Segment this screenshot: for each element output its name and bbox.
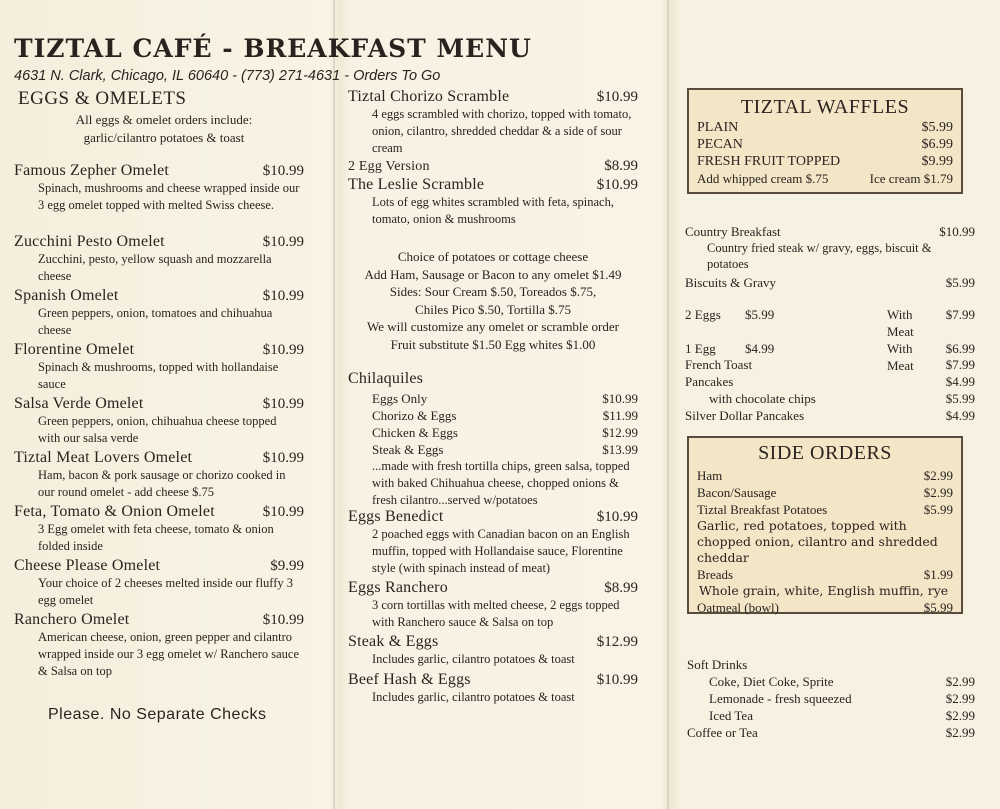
menu-item — [348, 88, 638, 157]
drink-price: $2.99 — [945, 708, 975, 723]
item-price: $10.99 — [262, 234, 304, 250]
item-name: Famous Zepher Omelet — [14, 162, 170, 179]
item-price: $12.99 — [596, 634, 638, 650]
option-label: Steak & Eggs — [372, 442, 444, 457]
drink-name: Coke, Diet Coke, Sprite — [709, 674, 834, 689]
menu-item — [14, 503, 304, 555]
side-price: $2.99 — [923, 468, 953, 483]
intro-line: All eggs & omelet orders include: — [75, 112, 253, 127]
item-desc: Includes garlic, cilantro potatoes & toast — [372, 690, 575, 704]
drink-price: $2.99 — [945, 691, 975, 706]
menu-item — [348, 633, 638, 668]
waffle-price: $9.99 — [921, 154, 953, 169]
item-price: $10.99 — [596, 177, 638, 193]
side-name: Bacon/Sausage — [697, 485, 777, 500]
item-name: French Toast — [685, 357, 753, 372]
note-line: Fruit substitute $1.50 Egg whites $1.00 — [390, 336, 596, 352]
drink-row — [687, 673, 975, 690]
item-name: Tiztal Chorizo Scramble — [348, 88, 510, 105]
meat-label: With Meat — [887, 307, 914, 339]
drinks-heading: Soft Drinks — [687, 657, 748, 672]
address-line: 4631 N. Clark, Chicago, IL 60640 - (773) 271-4631 - Orders To Go — [14, 68, 441, 84]
item-name: Florentine Omelet — [14, 341, 135, 358]
side-price: $5.99 — [923, 600, 953, 615]
menu-item — [14, 341, 304, 393]
item-price: $10.99 — [939, 224, 975, 239]
item-price: $10.99 — [262, 504, 304, 520]
option-row — [372, 424, 638, 441]
item-desc: Country fried steak w/ gravy, eggs, biscuit & potatoes — [707, 241, 932, 271]
menu-item — [14, 162, 304, 214]
side-name: Breads — [697, 567, 734, 582]
meat-price: $7.99 — [945, 307, 975, 322]
item-price: $8.99 — [604, 580, 638, 596]
item-name: Chilaquiles — [348, 370, 424, 387]
meat-price: $6.99 — [945, 341, 975, 356]
item-price: $10.99 — [596, 509, 638, 525]
menu-item — [14, 557, 304, 609]
fold-line — [333, 0, 335, 809]
side-name: Tiztal Breakfast Potatoes — [697, 502, 828, 517]
waffle-row — [697, 153, 953, 170]
item-name: Salsa Verde Omelet — [14, 395, 144, 412]
item-desc: 3 corn tortillas with melted cheese, 2 eggs topped with Ranchero sauce & Salsa on top — [372, 598, 620, 629]
item-price: $10.99 — [596, 672, 638, 688]
menu-item — [348, 158, 638, 175]
item-desc: 2 poached eggs with Canadian bacon on an English muffin, topped with Hollandaise sauce, Florentine style (with spinach instead of meat) — [372, 527, 630, 575]
waffle-price: $6.99 — [921, 137, 953, 152]
item-name: Steak & Eggs — [348, 633, 439, 650]
item-price: $5.99 — [945, 391, 975, 406]
drink-row — [687, 724, 975, 741]
item-desc: 3 Egg omelet with feta cheese, tomato & onion folded inside — [38, 522, 274, 553]
omelets-intro — [14, 111, 314, 147]
biscuits-gravy — [685, 274, 975, 291]
item-name: Ranchero Omelet — [14, 611, 130, 628]
side-row — [697, 484, 953, 501]
item-name: 2 Egg Version — [348, 159, 430, 174]
drink-name: Lemonade - fresh squeezed — [709, 691, 852, 706]
item-name: Beef Hash & Eggs — [348, 671, 471, 688]
side-desc: Garlic, red potatoes, topped with chopped onion, cilantro and shredded cheddar — [697, 518, 938, 565]
item-name: Silver Dollar Pancakes — [685, 408, 805, 423]
chilaquiles-options — [348, 390, 638, 458]
item-price: $5.99 — [945, 275, 975, 290]
item-price: $4.99 — [945, 374, 975, 389]
drinks-section — [687, 656, 975, 741]
item-desc: Includes garlic, cilantro potatoes & toast — [372, 652, 575, 666]
item-name: Spanish Omelet — [14, 287, 119, 304]
option-label: Chicken & Eggs — [372, 425, 458, 440]
drink-price: $2.99 — [945, 725, 975, 740]
note-line: Sides: Sour Cream $.50, Toreados $.75, — [389, 284, 597, 299]
note-line: Choice of potatoes or cottage cheese — [397, 249, 589, 264]
side-name: Oatmeal (bowl) — [697, 600, 779, 615]
item-name: Tiztal Meat Lovers Omelet — [14, 449, 193, 466]
side-row — [697, 501, 953, 518]
fold-line — [667, 0, 669, 809]
soft-drinks-label — [687, 656, 975, 673]
item-desc: ...made with fresh tortilla chips, green salsa, topped with baked Chihuahua cheese, chopped onions & fresh cilantro...served w/potatoes — [372, 459, 630, 507]
item-price: $9.99 — [270, 558, 304, 574]
waffle-row — [697, 136, 953, 153]
page-title: TIZTAL CAFÉ - BREAKFAST MENU — [14, 34, 532, 63]
waffles-box — [687, 88, 963, 194]
item-desc: Spinach, mushrooms and cheese wrapped inside our 3 egg omelet topped with melted Swiss cheese. — [38, 181, 300, 212]
note-line: We will customize any omelet or scramble order — [366, 319, 619, 334]
drink-price: $2.99 — [945, 674, 975, 689]
drink-row — [687, 707, 975, 724]
egg-price: $4.99 — [745, 341, 775, 356]
side-desc: Whole grain, white, English muffin, rye — [699, 583, 949, 598]
menu-item — [348, 176, 638, 228]
item-price: $4.99 — [945, 408, 975, 423]
option-price: $12.99 — [602, 425, 638, 440]
item-desc: Spinach & mushrooms, topped with hollandaise sauce — [38, 360, 279, 391]
no-separate-checks-note: Please. No Separate Checks — [48, 706, 267, 723]
menu-item — [14, 449, 304, 501]
addon-ice: Ice cream $1.79 — [869, 171, 953, 186]
egg-label: 1 Egg — [685, 341, 716, 356]
note-line: Chiles Pico $.50, Tortilla $.75 — [415, 301, 571, 317]
item-desc: Lots of egg whites scrambled with feta, spinach, tomato, onion & mushrooms — [372, 195, 614, 226]
option-row — [372, 441, 638, 458]
item-price: $10.99 — [262, 342, 304, 358]
note-line: Add Ham, Sausage or Bacon to any omelet $1.49 — [364, 266, 622, 282]
egg-price: $5.99 — [745, 307, 775, 322]
side-orders-title: SIDE ORDERS — [758, 442, 892, 464]
waffle-name: FRESH FRUIT TOPPED — [697, 154, 841, 169]
drink-name: Iced Tea — [709, 708, 753, 723]
drink-name: Coffee or Tea — [687, 725, 758, 740]
item-desc: Green peppers, onion, chihuahua cheese topped with our salsa verde — [38, 414, 277, 445]
waffle-name: PECAN — [697, 137, 743, 152]
item-name: Country Breakfast — [685, 224, 781, 239]
item-name: with chocolate chips — [709, 391, 816, 406]
option-row — [372, 407, 638, 424]
menu-item — [14, 287, 304, 339]
item-desc: Green peppers, onion, tomatoes and chihuahua cheese — [38, 306, 273, 337]
egg-label: 2 Eggs — [685, 307, 721, 322]
item-desc: 4 eggs scrambled with chorizo, topped with tomato, onion, cilantro, shredded cheddar & a side of sour cream — [372, 107, 632, 155]
item-price: $7.99 — [945, 357, 975, 372]
item-desc: American cheese, onion, green pepper and cilantro wrapped inside our 3 egg omelet w/ Ranchero sauce & Salsa on top — [38, 630, 300, 678]
side-row — [697, 599, 953, 616]
addon-cream: Add whipped cream $.75 — [697, 171, 829, 186]
menu-item-chilaquiles — [348, 370, 638, 509]
drink-row — [687, 690, 975, 707]
waffle-price: $5.99 — [921, 120, 953, 135]
country-breakfast — [685, 223, 975, 272]
eggs-omelets-heading: EGGS & OMELETS — [18, 88, 187, 109]
side-orders-box — [687, 436, 963, 614]
option-label: Chorizo & Eggs — [372, 408, 457, 423]
side-price: $5.99 — [923, 502, 953, 517]
item-name: Feta, Tomato & Onion Omelet — [14, 503, 215, 520]
item-price: $10.99 — [262, 450, 304, 466]
item-name: The Leslie Scramble — [348, 176, 485, 193]
item-name: Zucchini Pesto Omelet — [14, 233, 165, 250]
option-label: Eggs Only — [372, 391, 428, 406]
item-name: Eggs Ranchero — [348, 579, 448, 596]
option-price: $11.99 — [602, 408, 638, 423]
waffle-addons — [697, 170, 953, 187]
item-name: Pancakes — [685, 374, 734, 389]
item-price: $8.99 — [604, 158, 638, 174]
item-desc: Zucchini, pesto, yellow squash and mozzarella cheese — [38, 252, 272, 283]
side-row — [697, 566, 953, 583]
side-row — [697, 467, 953, 484]
side-name: Ham — [697, 468, 723, 483]
waffle-name: PLAIN — [697, 120, 739, 135]
waffle-row — [697, 119, 953, 136]
option-row — [372, 390, 638, 407]
menu-item — [14, 611, 304, 680]
item-name: Cheese Please Omelet — [14, 557, 161, 574]
side-price: $2.99 — [923, 485, 953, 500]
menu-item — [14, 395, 304, 447]
meat-label: With Meat — [887, 341, 914, 373]
side-price: $1.99 — [923, 567, 953, 582]
omelet-notes — [348, 248, 638, 353]
item-price: $10.99 — [262, 288, 304, 304]
menu-item — [348, 579, 638, 631]
item-name: Eggs Benedict — [348, 508, 444, 525]
item-desc: Your choice of 2 cheeses melted inside our fluffy 3 egg omelet — [38, 576, 294, 607]
item-price: $10.99 — [262, 612, 304, 628]
item-name: Biscuits & Gravy — [685, 275, 776, 290]
item-desc: Ham, bacon & pork sausage or chorizo cooked in our round omelet - add cheese $.75 — [38, 468, 286, 499]
item-price: $10.99 — [262, 396, 304, 412]
menu-item — [348, 508, 638, 577]
menu-item — [14, 233, 304, 285]
intro-line: garlic/cilantro potatoes & toast — [83, 130, 245, 145]
menu-item — [348, 671, 638, 706]
option-price: $10.99 — [602, 391, 638, 406]
item-price: $10.99 — [262, 163, 304, 179]
waffles-title: TIZTAL WAFFLES — [740, 96, 910, 118]
option-price: $13.99 — [602, 442, 638, 457]
pancake-items — [685, 356, 975, 424]
item-price: $10.99 — [596, 89, 638, 105]
